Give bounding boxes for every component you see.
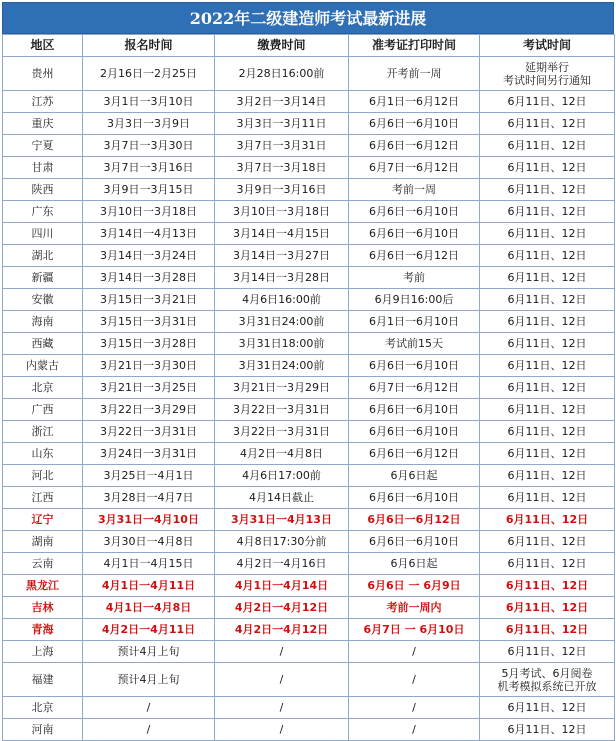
- cell-apply-time: 3月22日一3月31日: [83, 421, 215, 443]
- cell-exam-time: 6月11日、12日: [480, 575, 615, 597]
- table-row: [3, 267, 615, 289]
- table-row: [3, 157, 615, 179]
- cell-exam-time: 6月11日、12日: [480, 333, 615, 355]
- cell-pay-time: 4月14日截止: [215, 487, 349, 509]
- cell-exam-time: 6月11日、12日: [480, 465, 615, 487]
- cell-pay-time: 3月7日一3月31日: [215, 135, 349, 157]
- cell-ticket-time: 6月7日 一 6月10日: [349, 619, 480, 641]
- cell-apply-time: 3月7日一3月16日: [83, 157, 215, 179]
- cell-ticket-time: 考前: [349, 267, 480, 289]
- cell-apply-time: 4月1日一4月8日: [83, 597, 215, 619]
- cell-pay-time: 4月6日16:00前: [215, 289, 349, 311]
- cell-region: 广东: [3, 201, 83, 223]
- cell-region: 海南: [3, 311, 83, 333]
- cell-apply-time: 3月24日一3月31日: [83, 443, 215, 465]
- table-row: [3, 619, 615, 641]
- cell-apply-time: 3月21日一3月30日: [83, 355, 215, 377]
- cell-apply-time: 3月14日一3月28日: [83, 267, 215, 289]
- cell-apply-time: 3月10日一3月18日: [83, 201, 215, 223]
- cell-region: 内蒙古: [3, 355, 83, 377]
- cell-ticket-time: 6月6日一6月12日: [349, 245, 480, 267]
- cell-apply-time: 3月15日一3月21日: [83, 289, 215, 311]
- cell-region: 重庆: [3, 113, 83, 135]
- header-pay-time: 缴费时间: [215, 35, 349, 57]
- table-row: [3, 443, 615, 465]
- table-row: [3, 641, 615, 663]
- table-row: [3, 289, 615, 311]
- page-title: 2022年二级建造师考试最新进展: [2, 2, 614, 34]
- cell-exam-time: 6月11日、12日: [480, 641, 615, 663]
- cell-exam-time: 5月考试、6月阅卷 机考模拟系统已开放: [480, 663, 615, 697]
- table-row: [3, 487, 615, 509]
- cell-ticket-time: /: [349, 719, 480, 741]
- cell-exam-time: 6月11日、12日: [480, 135, 615, 157]
- cell-pay-time: 3月22日一3月31日: [215, 421, 349, 443]
- cell-region: 广西: [3, 399, 83, 421]
- table-row: [3, 311, 615, 333]
- cell-exam-time: 6月11日、12日: [480, 531, 615, 553]
- cell-pay-time: 4月8日17:30分前: [215, 531, 349, 553]
- cell-ticket-time: /: [349, 697, 480, 719]
- header-ticket-time: 准考证打印时间: [349, 35, 480, 57]
- cell-pay-time: 4月2日一4月16日: [215, 553, 349, 575]
- cell-ticket-time: 6月6日一6月10日: [349, 113, 480, 135]
- table-row: [3, 421, 615, 443]
- cell-pay-time: 3月31日24:00前: [215, 311, 349, 333]
- cell-region: 青海: [3, 619, 83, 641]
- cell-ticket-time: 考前一周: [349, 179, 480, 201]
- cell-exam-time: 6月11日、12日: [480, 179, 615, 201]
- cell-pay-time: 2月28日16:00前: [215, 57, 349, 91]
- cell-exam-time: 6月11日、12日: [480, 289, 615, 311]
- cell-exam-time: 6月11日、12日: [480, 553, 615, 575]
- table-row: [3, 597, 615, 619]
- cell-ticket-time: 6月6日起: [349, 553, 480, 575]
- cell-apply-time: 3月14日一3月24日: [83, 245, 215, 267]
- cell-pay-time: 4月2日一4月12日: [215, 597, 349, 619]
- cell-apply-time: 2月16日一2月25日: [83, 57, 215, 91]
- cell-apply-time: 3月25日一4月1日: [83, 465, 215, 487]
- cell-exam-time: 6月11日、12日: [480, 377, 615, 399]
- table-row: [3, 333, 615, 355]
- table-row: [3, 697, 615, 719]
- cell-exam-time: 6月11日、12日: [480, 311, 615, 333]
- cell-region: 北京: [3, 697, 83, 719]
- cell-region: 湖南: [3, 531, 83, 553]
- cell-pay-time: 4月1日一4月14日: [215, 575, 349, 597]
- cell-region: 河南: [3, 719, 83, 741]
- table-row: [3, 531, 615, 553]
- cell-exam-time: 6月11日、12日: [480, 597, 615, 619]
- cell-apply-time: 预计4月上旬: [83, 663, 215, 697]
- cell-pay-time: 3月31日18:00前: [215, 333, 349, 355]
- table-row: [3, 553, 615, 575]
- cell-region: 吉林: [3, 597, 83, 619]
- cell-pay-time: /: [215, 697, 349, 719]
- table-row: [3, 399, 615, 421]
- cell-apply-time: /: [83, 719, 215, 741]
- table-row: [3, 223, 615, 245]
- cell-apply-time: 4月2日一4月11日: [83, 619, 215, 641]
- cell-ticket-time: 6月1日一6月10日: [349, 311, 480, 333]
- cell-pay-time: 4月2日一4月8日: [215, 443, 349, 465]
- cell-ticket-time: 6月6日一6月10日: [349, 201, 480, 223]
- cell-exam-time: 6月11日、12日: [480, 619, 615, 641]
- cell-region: 黑龙江: [3, 575, 83, 597]
- cell-pay-time: /: [215, 663, 349, 697]
- cell-exam-time: 6月11日、12日: [480, 223, 615, 245]
- cell-ticket-time: 6月6日一6月10日: [349, 421, 480, 443]
- table-row: [3, 377, 615, 399]
- cell-apply-time: 3月21日一3月25日: [83, 377, 215, 399]
- cell-ticket-time: 6月6日起: [349, 465, 480, 487]
- cell-region: 上海: [3, 641, 83, 663]
- cell-apply-time: 4月1日一4月11日: [83, 575, 215, 597]
- schedule-table: [2, 34, 615, 741]
- cell-region: 四川: [3, 223, 83, 245]
- cell-apply-time: 3月14日一4月13日: [83, 223, 215, 245]
- cell-pay-time: 3月3日一3月11日: [215, 113, 349, 135]
- cell-apply-time: 3月30日一4月8日: [83, 531, 215, 553]
- cell-exam-time: 6月11日、12日: [480, 399, 615, 421]
- cell-exam-time: 6月11日、12日: [480, 157, 615, 179]
- header-exam-time: 考试时间: [480, 35, 615, 57]
- cell-ticket-time: 6月7日一6月12日: [349, 377, 480, 399]
- cell-pay-time: 3月22日一3月31日: [215, 399, 349, 421]
- table-row: [3, 245, 615, 267]
- cell-pay-time: 3月14日一3月28日: [215, 267, 349, 289]
- table-row: [3, 113, 615, 135]
- cell-ticket-time: 6月6日一6月10日: [349, 531, 480, 553]
- cell-region: 江苏: [3, 91, 83, 113]
- cell-exam-time: 6月11日、12日: [480, 91, 615, 113]
- cell-ticket-time: 6月6日 一 6月9日: [349, 575, 480, 597]
- table-body: [3, 57, 615, 741]
- cell-region: 福建: [3, 663, 83, 697]
- cell-pay-time: 3月21日一3月29日: [215, 377, 349, 399]
- cell-region: 北京: [3, 377, 83, 399]
- header-apply-time: 报名时间: [83, 35, 215, 57]
- cell-region: 浙江: [3, 421, 83, 443]
- cell-region: 安徽: [3, 289, 83, 311]
- cell-apply-time: 3月7日一3月30日: [83, 135, 215, 157]
- cell-exam-time: 6月11日、12日: [480, 443, 615, 465]
- cell-pay-time: 4月6日17:00前: [215, 465, 349, 487]
- table-row: [3, 57, 615, 91]
- cell-apply-time: 3月1日一3月10日: [83, 91, 215, 113]
- table-row: [3, 719, 615, 741]
- cell-pay-time: 3月2日一3月14日: [215, 91, 349, 113]
- cell-region: 辽宁: [3, 509, 83, 531]
- cell-pay-time: 3月10日一3月18日: [215, 201, 349, 223]
- cell-pay-time: 3月9日一3月16日: [215, 179, 349, 201]
- cell-ticket-time: 6月6日一6月10日: [349, 487, 480, 509]
- table-header-row: [3, 35, 615, 57]
- cell-exam-time: 6月11日、12日: [480, 719, 615, 741]
- cell-apply-time: 3月3日一3月9日: [83, 113, 215, 135]
- cell-region: 陕西: [3, 179, 83, 201]
- table-row: [3, 509, 615, 531]
- table-row: [3, 465, 615, 487]
- cell-region: 贵州: [3, 57, 83, 91]
- cell-pay-time: 3月14日一4月15日: [215, 223, 349, 245]
- cell-ticket-time: 6月6日一6月10日: [349, 355, 480, 377]
- cell-pay-time: 3月7日一3月18日: [215, 157, 349, 179]
- cell-exam-time: 6月11日、12日: [480, 201, 615, 223]
- table-row: [3, 575, 615, 597]
- cell-ticket-time: 6月9日16:00后: [349, 289, 480, 311]
- cell-region: 江西: [3, 487, 83, 509]
- cell-apply-time: 3月15日一3月28日: [83, 333, 215, 355]
- cell-ticket-time: 6月7日一6月12日: [349, 157, 480, 179]
- table-row: [3, 91, 615, 113]
- table-row: [3, 135, 615, 157]
- cell-pay-time: 3月31日一4月13日: [215, 509, 349, 531]
- cell-exam-time: 6月11日、12日: [480, 697, 615, 719]
- cell-exam-time: 6月11日、12日: [480, 267, 615, 289]
- cell-apply-time: 3月9日一3月15日: [83, 179, 215, 201]
- cell-ticket-time: 6月1日一6月12日: [349, 91, 480, 113]
- cell-pay-time: 4月2日一4月12日: [215, 619, 349, 641]
- cell-apply-time: 3月15日一3月31日: [83, 311, 215, 333]
- cell-ticket-time: 6月6日一6月12日: [349, 135, 480, 157]
- cell-region: 甘肃: [3, 157, 83, 179]
- cell-exam-time: 6月11日、12日: [480, 245, 615, 267]
- cell-apply-time: 4月1日一4月15日: [83, 553, 215, 575]
- cell-exam-time: 6月11日、12日: [480, 113, 615, 135]
- cell-region: 新疆: [3, 267, 83, 289]
- table-row: [3, 355, 615, 377]
- cell-exam-time: 6月11日、12日: [480, 355, 615, 377]
- cell-pay-time: /: [215, 641, 349, 663]
- cell-apply-time: 预计4月上旬: [83, 641, 215, 663]
- cell-region: 山东: [3, 443, 83, 465]
- table-row: [3, 663, 615, 697]
- cell-apply-time: 3月28日一4月7日: [83, 487, 215, 509]
- schedule-document: [2, 2, 614, 741]
- table-row: [3, 201, 615, 223]
- cell-apply-time: /: [83, 697, 215, 719]
- cell-ticket-time: 开考前一周: [349, 57, 480, 91]
- cell-pay-time: /: [215, 719, 349, 741]
- cell-ticket-time: 6月6日一6月10日: [349, 223, 480, 245]
- cell-apply-time: 3月22日一3月29日: [83, 399, 215, 421]
- cell-ticket-time: 6月6日一6月12日: [349, 509, 480, 531]
- cell-exam-time: 6月11日、12日: [480, 509, 615, 531]
- cell-pay-time: 3月14日一3月27日: [215, 245, 349, 267]
- table-row: [3, 179, 615, 201]
- cell-ticket-time: /: [349, 641, 480, 663]
- cell-region: 云南: [3, 553, 83, 575]
- cell-exam-time: 延期举行 考试时间另行通知: [480, 57, 615, 91]
- cell-ticket-time: 考前一周内: [349, 597, 480, 619]
- cell-ticket-time: 6月6日一6月10日: [349, 399, 480, 421]
- cell-exam-time: 6月11日、12日: [480, 487, 615, 509]
- header-region: 地区: [3, 35, 83, 57]
- cell-ticket-time: 考试前15天: [349, 333, 480, 355]
- cell-region: 西藏: [3, 333, 83, 355]
- cell-region: 河北: [3, 465, 83, 487]
- cell-exam-time: 6月11日、12日: [480, 421, 615, 443]
- cell-region: 湖北: [3, 245, 83, 267]
- cell-ticket-time: 6月6日一6月12日: [349, 443, 480, 465]
- cell-ticket-time: /: [349, 663, 480, 697]
- cell-pay-time: 3月31日24:00前: [215, 355, 349, 377]
- cell-region: 宁夏: [3, 135, 83, 157]
- cell-apply-time: 3月31日一4月10日: [83, 509, 215, 531]
